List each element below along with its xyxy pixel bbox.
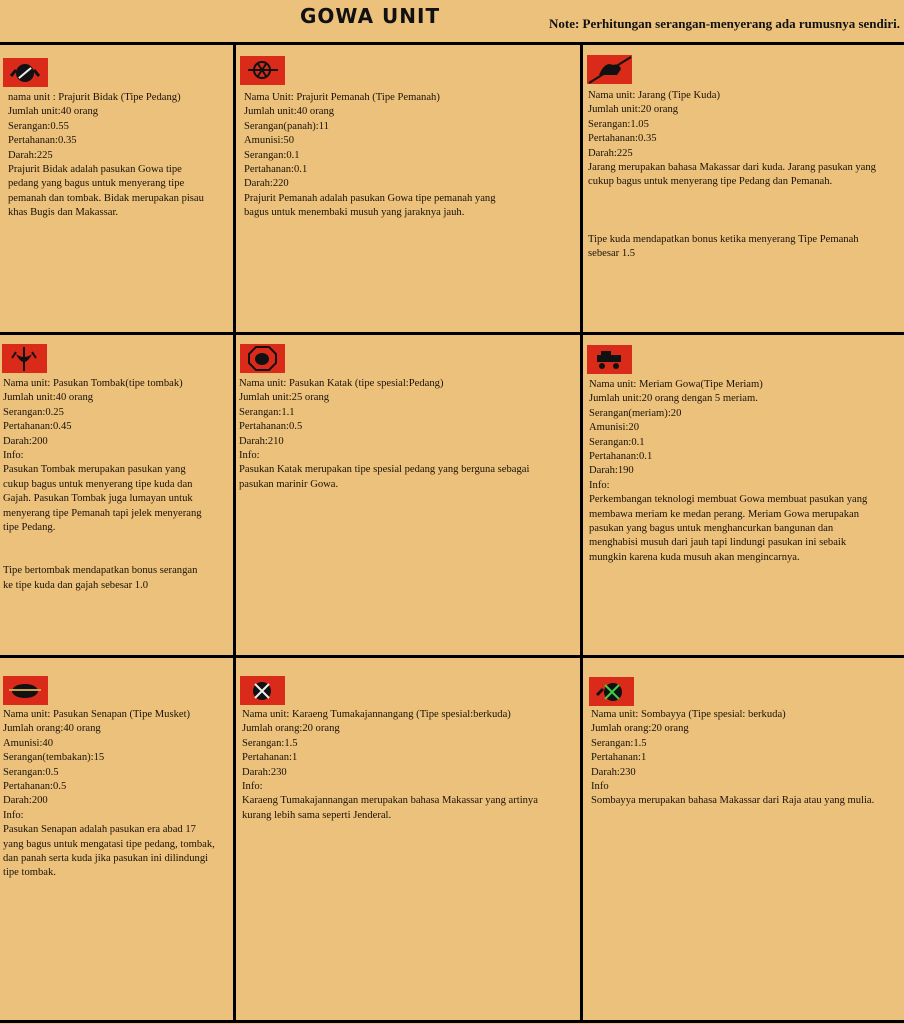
unit-info-line: Serangan(panah):11	[244, 120, 329, 132]
unit-info-line: Pertahanan:0.1	[589, 451, 653, 463]
unit-info-line: Serangan:1.05	[588, 118, 649, 130]
archer-icon	[240, 56, 285, 85]
unit-info-line: Nama unit: Jarang (Tipe Kuda)	[588, 90, 721, 101]
unit-info-line: sebesar 1.5	[588, 248, 636, 260]
unit-info-line: tipe tombak.	[3, 867, 56, 879]
unit-info-line: menyerang tipe Pemanah tapi jelek menyerang	[3, 507, 202, 519]
unit-info	[244, 91, 496, 221]
unit-info-line: Serangan:0.55	[8, 120, 69, 132]
unit-info-line: Prajurit Pemanah adalah pasukan Gowa tipe pemanah yang	[244, 192, 496, 204]
unit-info-line: Jumlah unit:40 orang	[244, 106, 335, 118]
unit-info-line: Jumlah orang:40 orang	[3, 723, 101, 735]
unit-info-line: pasukan yang bagus untuk menghancurkan bangunan dan	[589, 523, 834, 535]
unit-info-line: Pertahanan:0.35	[588, 133, 657, 145]
unit-info-line: Info:	[3, 809, 24, 821]
unit-info-line: Darah:230	[591, 766, 636, 778]
unit-card	[236, 335, 580, 655]
unit-info-line: Pertahanan:0.1	[244, 164, 308, 176]
unit-info-line: Pasukan Tombak merupakan pasukan yang	[3, 464, 186, 476]
unit-info	[8, 91, 204, 221]
unit-info-line: Amunisi:50	[244, 135, 295, 147]
unit-info-line: yang bagus untuk mengatasi tipe pedang, tombak,	[3, 838, 215, 850]
unit-info-line: pedang yang bagus untuk menyerang tipe	[8, 178, 185, 190]
unit-card	[583, 658, 904, 1020]
unit-info-line: Darah:200	[3, 435, 48, 447]
unit-info-line: Jumlah unit:20 orang	[588, 104, 679, 116]
unit-card	[583, 335, 904, 655]
unit-info-line: Nama unit: Pasukan Katak (tipe spesial:Pedang)	[239, 378, 444, 389]
unit-info-line: Prajurit Bidak adalah pasukan Gowa tipe	[8, 164, 182, 176]
unit-info-line: Jumlah orang:20 orang	[591, 723, 689, 735]
unit-info-line: Darah:225	[588, 147, 633, 159]
unit-info-line: bagus untuk menembaki musuh yang jaraknya jauh.	[244, 207, 465, 219]
unit-info-line: Perkembangan teknologi membuat Gowa membuat pasukan yang	[589, 494, 868, 506]
unit-info	[3, 377, 202, 593]
unit-info	[589, 378, 867, 565]
unit-info-line: Pertahanan:1	[591, 752, 647, 764]
unit-info-line: Serangan(meriam):20	[589, 407, 682, 419]
unit-info-line: Jumlah unit:25 orang	[239, 392, 330, 404]
horse-rider-icon	[587, 55, 632, 84]
unit-info-line: Serangan:0.5	[3, 766, 59, 778]
unit-info-line: tipe Pedang.	[3, 522, 56, 534]
unit-info-line: dan panah serta kuda jika pasukan ini dilindungi	[3, 853, 209, 865]
unit-info-line: Jarang merupakan bahasa Makassar dari kuda. Jarang pasukan yang	[588, 162, 876, 174]
unit-info-line: Nama unit: Karaeng Tumakajannangang (Tipe spesial:berkuda)	[242, 709, 511, 720]
unit-info	[3, 708, 215, 881]
unit-info-line: Serangan:0.1	[244, 149, 300, 161]
unit-info-line: Amunisi:40	[3, 737, 54, 749]
unit-info-line: Amunisi:20	[589, 422, 640, 434]
unit-info-line: Jumlah unit:40 orang	[3, 392, 94, 404]
unit-info-line: Pertahanan:0.35	[8, 135, 77, 147]
unit-info-line: Pasukan Katak merupakan tipe spesial pedang yang berguna sebagai	[239, 464, 530, 476]
unit-info	[588, 89, 876, 262]
spearman-icon	[2, 344, 47, 373]
unit-card	[583, 45, 904, 332]
unit-info-line: Info	[591, 781, 609, 793]
unit-info-line: Pertahanan:0.45	[3, 421, 72, 433]
unit-card	[0, 658, 233, 1020]
unit-info-line: Nama unit: Sombayya (Tipe spesial: berkuda)	[591, 709, 786, 720]
unit-info-line: Serangan:0.1	[589, 436, 645, 448]
unit-info-line: Info:	[242, 781, 263, 793]
unit-info-line: Jumlah unit:20 orang dengan 5 meriam.	[589, 393, 758, 405]
frog-shield-icon	[240, 344, 285, 373]
unit-info-line: Serangan(tembakan):15	[3, 752, 105, 764]
unit-info-line: ke tipe kuda dan gajah sebesar 1.0	[3, 579, 149, 591]
unit-info-line: khas Bugis dan Makassar.	[8, 207, 119, 219]
unit-info-line: Pertahanan:1	[242, 752, 298, 764]
unit-info-line: Tipe bertombak mendapatkan bonus serangan	[3, 565, 198, 577]
unit-info-line: Sombayya merupakan bahasa Makassar dari Raja atau yang mulia.	[591, 795, 875, 807]
musketeer-icon	[3, 676, 48, 705]
unit-info-line: pasukan marinir Gowa.	[239, 478, 339, 490]
unit-info-line: Serangan:1.1	[239, 406, 295, 418]
note-text: Note: Perhitungan serangan-menyerang ada rumusnya sendiri.	[548, 16, 900, 31]
warrior-sword-icon	[3, 58, 48, 87]
unit-info	[591, 708, 874, 809]
page-title: GOWA UNIT	[300, 4, 441, 28]
unit-info-line: Info:	[3, 450, 24, 462]
unit-info-line: mungkin karena kuda musuh akan mengincarnya.	[589, 551, 800, 563]
unit-info-line: Darah:190	[589, 465, 634, 477]
unit-info-line: Serangan:1.5	[591, 737, 647, 749]
unit-info-line: Pasukan Senapan adalah pasukan era abad 17	[3, 824, 196, 836]
unit-info-line: Darah:210	[239, 435, 284, 447]
unit-info	[242, 708, 538, 823]
unit-card	[0, 45, 233, 332]
unit-card	[236, 658, 580, 1020]
unit-info-line: Nama unit: Pasukan Senapan (Tipe Musket)	[3, 709, 191, 720]
unit-card	[0, 335, 233, 655]
unit-info-line: cukup bagus untuk menyerang tipe Pedang dan Pemanah.	[588, 176, 833, 188]
unit-info-line: Gajah. Pasukan Tombak juga lumayan untuk	[3, 493, 193, 505]
unit-info-line: Pertahanan:0.5	[239, 421, 303, 433]
unit-info-line: Karaeng Tumakajannangan merupakan bahasa Makassar yang artinya	[242, 795, 538, 807]
unit-info-line: Serangan:0.25	[3, 406, 64, 418]
unit-info-line: Darah:230	[242, 766, 287, 778]
unit-info-line: pemanah dan tombak. Bidak merupakan pisau	[8, 192, 204, 204]
unit-info-line: Nama unit: Meriam Gowa(Tipe Meriam)	[589, 379, 763, 390]
crossed-swords-icon	[240, 676, 285, 705]
unit-info-line: cukup bagus untuk menyerang tipe kuda dan	[3, 478, 193, 490]
unit-info-line: Jumlah orang:20 orang	[242, 723, 340, 735]
unit-info-line: nama unit : Prajurit Bidak (Tipe Pedang)	[8, 92, 181, 103]
unit-info-line: Darah:220	[244, 178, 289, 190]
grid-line-bottom	[0, 1020, 904, 1023]
unit-info-line: menghabisi musuh dari jauh tapi lindungi pasukan ini sebaik	[589, 537, 847, 549]
unit-info-line: Serangan:1.5	[242, 737, 298, 749]
unit-info-line: Jumlah unit:40 orang	[8, 106, 99, 118]
unit-info-line: Pertahanan:0.5	[3, 781, 67, 793]
unit-info	[239, 377, 529, 492]
king-rider-icon	[589, 677, 634, 706]
unit-card	[236, 45, 580, 332]
unit-info-line: Nama unit: Pasukan Tombak(tipe tombak)	[3, 378, 183, 389]
unit-info-line: Info:	[589, 479, 610, 491]
unit-info-line: Info:	[239, 450, 260, 462]
unit-info-line: membawa meriam ke medan perang. Meriam Gowa merupakan	[589, 508, 860, 520]
unit-info-line: Tipe kuda mendapatkan bonus ketika menyerang Tipe Pemanah	[588, 234, 859, 246]
cannon-icon	[587, 345, 632, 374]
unit-info-line: Darah:225	[8, 149, 53, 161]
unit-info-line: kurang lebih sama seperti Jenderal.	[242, 809, 392, 821]
unit-info-line: Darah:200	[3, 795, 48, 807]
unit-info-line: Nama Unit: Prajurit Pemanah (Tipe Pemanah)	[244, 92, 440, 103]
